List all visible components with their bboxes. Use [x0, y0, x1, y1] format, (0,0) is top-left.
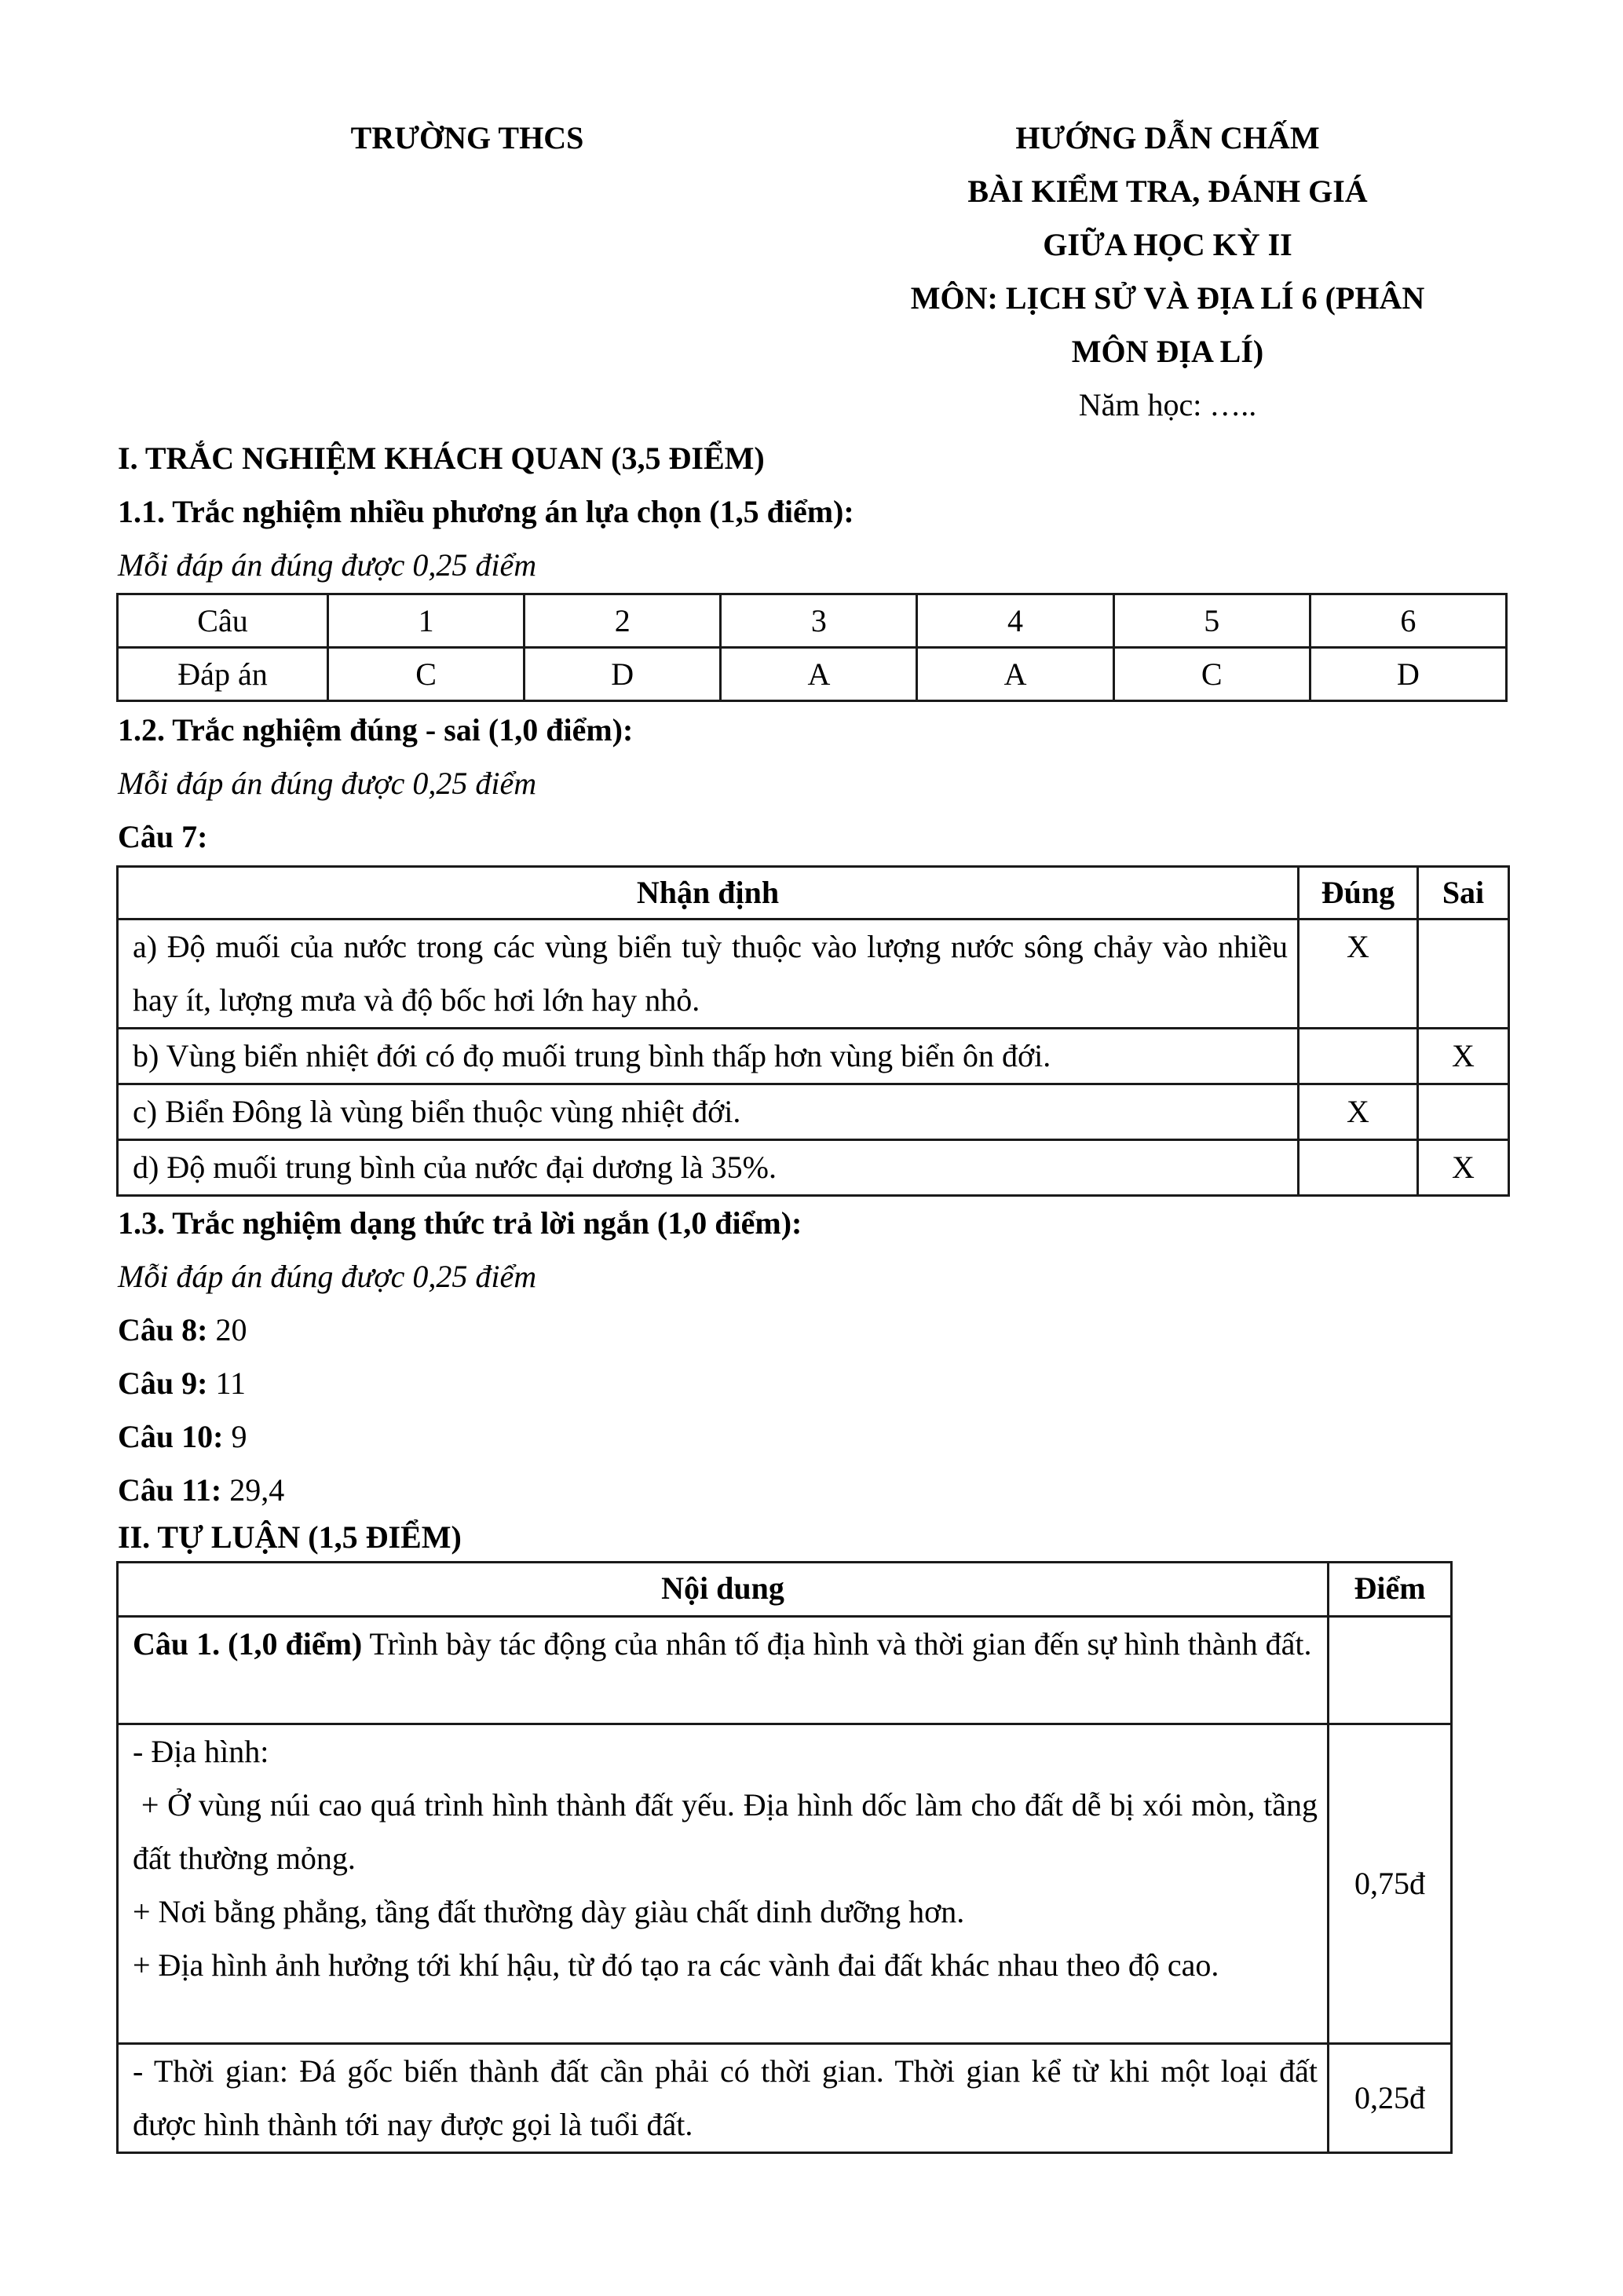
title-line: HƯỚNG DẪN CHẤM — [1015, 120, 1320, 155]
table-row — [118, 1140, 1509, 1196]
sec3-heading: 1.3. Trắc nghiệm dạng thức trả lời ngắn (1,0 điểm): — [118, 1205, 802, 1241]
answer-cell: D — [525, 648, 721, 701]
short-answer-label: Câu 8: — [118, 1312, 208, 1347]
column-header: Sai — [1418, 867, 1509, 919]
school-name: TRƯỜNG THCS — [350, 120, 584, 155]
statement-cell: a) Độ muối của nước trong các vùng biển tuỳ thuộc vào lượng nước sông chảy vào nhiều hay ít, lượng mưa và độ bốc hơi lớn hay nhỏ. — [118, 919, 1299, 1029]
true-mark — [1299, 1140, 1418, 1196]
true-false-table — [116, 865, 1510, 1197]
table-header-row — [118, 867, 1509, 919]
answer-line: + Địa hình ảnh hưởng tới khí hậu, từ đó tạo ra các vành đai đất khác nhau theo độ cao. — [133, 1947, 1219, 1983]
score-cell-empty — [1329, 1617, 1452, 1724]
answer-cell: C — [328, 648, 525, 701]
false-mark — [1418, 919, 1509, 1029]
score-cell: 0,75đ — [1329, 1724, 1452, 2044]
column-header: Đúng — [1299, 867, 1418, 919]
part2-heading: II. TỰ LUẬN (1,5 ĐIỂM) — [118, 1519, 462, 1555]
statement-cell: c) Biển Đông là vùng biển thuộc vùng nhiệt đới. — [118, 1084, 1299, 1140]
answer-line: - Thời gian: Đá gốc biến thành đất cần phải có thời gian. Thời gian kể từ khi một loại đất được hình thành tới nay được gọi là tuổi đất. — [133, 2053, 1318, 2142]
false-mark: X — [1418, 1029, 1509, 1084]
table-row — [118, 1084, 1509, 1140]
column-header: Nội dung — [118, 1563, 1329, 1617]
answer-cell: A — [721, 648, 917, 701]
question-7-label: Câu 7: — [118, 819, 208, 854]
sec1-heading: 1.1. Trắc nghiệm nhiều phương án lựa chọn (1,5 điểm): — [118, 494, 854, 529]
true-mark — [1299, 1029, 1418, 1084]
question-text: Trình bày tác động của nhân tố địa hình và thời gian đến sự hình thành đất. — [362, 1626, 1312, 1662]
row-label: Câu — [118, 594, 328, 648]
sec1-note: Mỗi đáp án đúng được 0,25 điểm — [118, 547, 537, 583]
question-number: 3 — [721, 594, 917, 648]
mcq-answer-table — [116, 593, 1508, 702]
short-answer-label: Câu 9: — [118, 1366, 208, 1401]
essay-scoring-table — [116, 1561, 1453, 2154]
statement-cell: b) Vùng biển nhiệt đới có đọ muối trung bình thấp hơn vùng biển ôn đới. — [118, 1029, 1299, 1084]
true-mark: X — [1299, 919, 1418, 1029]
sec2-note: Mỗi đáp án đúng được 0,25 điểm — [118, 766, 537, 801]
question-cell — [118, 1617, 1329, 1724]
short-answer — [118, 1464, 284, 1517]
answer-line: - Địa hình: — [133, 1734, 269, 1769]
table-row — [118, 919, 1509, 1029]
statement-cell: d) Độ muối trung bình của nước đại dương là 35%. — [118, 1140, 1299, 1196]
short-answer-value: 29,4 — [229, 1472, 285, 1508]
question-number: 4 — [917, 594, 1113, 648]
table-row — [118, 1724, 1452, 2044]
short-answer — [118, 1410, 247, 1464]
short-answer-value: 20 — [215, 1312, 247, 1347]
short-answer-label: Câu 11: — [118, 1472, 222, 1508]
title-line: MÔN: LỊCH SỬ VÀ ĐỊA LÍ 6 (PHÂN — [910, 280, 1425, 316]
table-header-row — [118, 1563, 1452, 1617]
sec2-heading: 1.2. Trắc nghiệm đúng - sai (1,0 điểm): — [118, 712, 634, 748]
true-mark: X — [1299, 1084, 1418, 1140]
table-row — [118, 1029, 1509, 1084]
short-answer — [118, 1357, 246, 1410]
title-line: MÔN ĐỊA LÍ) — [1071, 334, 1264, 369]
row-label: Đáp án — [118, 648, 328, 701]
title-line: GIỮA HỌC KỲ II — [1043, 227, 1292, 262]
table-row — [118, 2044, 1452, 2153]
short-answer — [118, 1303, 247, 1357]
answer-content-cell — [118, 2044, 1329, 2153]
score-cell: 0,25đ — [1329, 2044, 1452, 2153]
false-mark — [1418, 1084, 1509, 1140]
school-year: Năm học: ….. — [1078, 387, 1257, 422]
column-header: Điểm — [1329, 1563, 1452, 1617]
answer-line: + Nơi bằng phẳng, tầng đất thường dày giàu chất dinh dưỡng hơn. — [133, 1894, 965, 1929]
answer-cell: C — [1113, 648, 1310, 701]
answer-cell: D — [1310, 648, 1506, 701]
short-answer-value: 11 — [215, 1366, 246, 1401]
question-number: 2 — [525, 594, 721, 648]
column-header: Nhận định — [118, 867, 1299, 919]
question-number: 6 — [1310, 594, 1506, 648]
question-number: 5 — [1113, 594, 1310, 648]
answer-line: + Ở vùng núi cao quá trình hình thành đất yếu. Địa hình dốc làm cho đất dễ bị xói mòn, tầng đất thường mỏng. — [133, 1787, 1325, 1876]
part1-heading: I. TRẮC NGHIỆM KHÁCH QUAN (3,5 ĐIỂM) — [118, 441, 765, 476]
question-label: Câu 1. (1,0 điểm) — [133, 1626, 363, 1662]
table-row — [118, 1617, 1452, 1724]
short-answer-value: 9 — [231, 1419, 247, 1454]
answer-cell: A — [917, 648, 1113, 701]
false-mark: X — [1418, 1140, 1509, 1196]
table-row — [118, 648, 1507, 701]
document-title — [848, 112, 1487, 432]
table-row — [118, 594, 1507, 648]
sec3-note: Mỗi đáp án đúng được 0,25 điểm — [118, 1259, 537, 1294]
title-line: BÀI KIỂM TRA, ĐÁNH GIÁ — [967, 174, 1368, 209]
question-number: 1 — [328, 594, 525, 648]
short-answer-label: Câu 10: — [118, 1419, 224, 1454]
answer-content-cell — [118, 1724, 1329, 2044]
